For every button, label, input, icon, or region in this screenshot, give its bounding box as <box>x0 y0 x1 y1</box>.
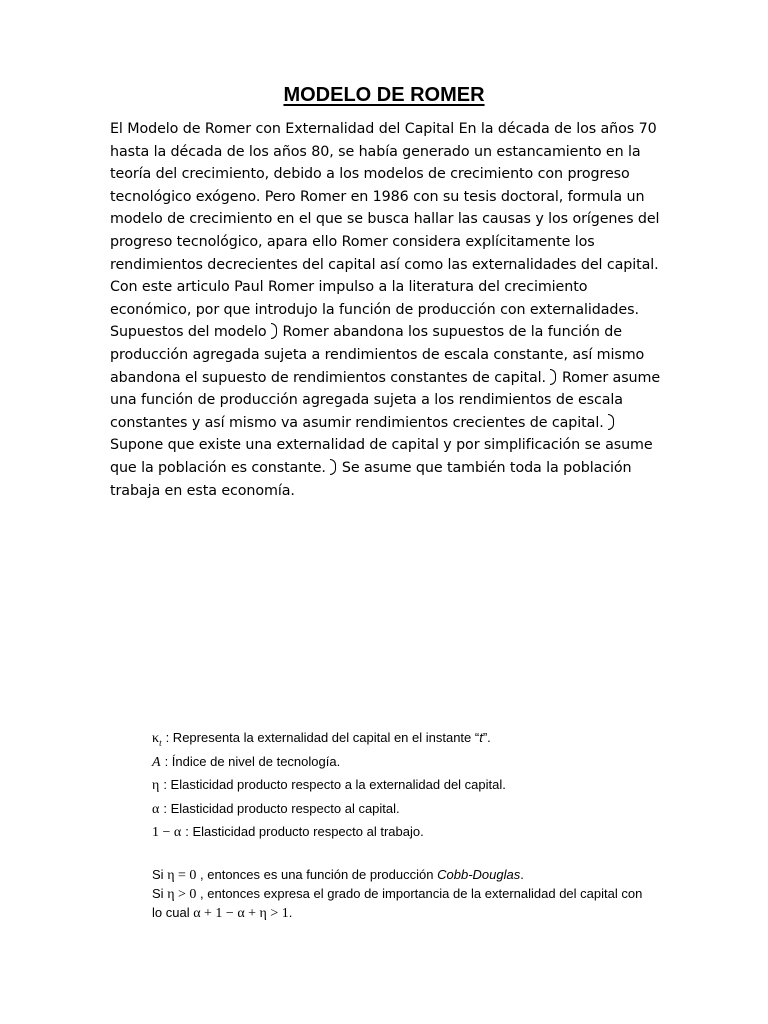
bullet-bracket-icon <box>550 369 556 385</box>
body-paragraph <box>110 118 670 502</box>
symbol-kappa: $\kappa_t$ <box>152 731 162 748</box>
definitions-list <box>152 729 672 847</box>
symbol-one-minus-alpha: 1 − α <box>152 825 182 841</box>
definition-text: : Elasticidad producto respecto a la externalidad del capital. <box>163 777 506 793</box>
math-inequality: α + 1 − α + η > 1 <box>193 906 289 921</box>
symbol-alpha: α <box>152 801 160 817</box>
definition-row: $\kappa_t$ : Representa la externalidad del capital en el instante “t”. <box>152 729 672 753</box>
bullet-bracket-icon <box>330 459 336 475</box>
math-eta-positive: η > 0 <box>167 887 197 902</box>
cobb-douglas-label: Cobb-Douglas <box>437 867 521 882</box>
symbol-eta: η <box>152 778 160 794</box>
definition-row <box>152 800 672 824</box>
document-title: MODELO DE ROMER <box>283 84 485 106</box>
definition-row <box>152 823 672 847</box>
symbol-a: A <box>152 754 161 770</box>
bullet-bracket-icon <box>271 323 277 339</box>
definition-row <box>152 753 672 777</box>
definition-text: : Índice de nivel de tecnología. <box>164 753 341 769</box>
paragraph-segment-4: Supone que existe una externalidad de capital y por simplificación se asume que la población es constante. <box>110 437 653 476</box>
paragraph-segment-5: Se asume que también toda la población trabaja en esta economía. <box>110 459 632 499</box>
paragraph-segment-3: Romer asume una función de producción agregada sujeta a los rendimientos de escala constantes y así mismo va asumir rendimientos crecientes de capital. <box>110 369 661 431</box>
condition-line-2: Si η > 0 , entonces expresa el grado de importancia de la externalidad del capital con <box>152 886 643 902</box>
definition-row <box>152 776 672 800</box>
paragraph-segment-1: El Modelo de Romer con Externalidad del Capital En la década de los años 70 hasta la década de los años 80, se había generado un estancamiento en la teoría del crecimiento, debido a los modelos de crecimiento con progreso tecnológico exógeno. Pero Romer en 1986 con su tesis doctoral, formula un modelo de crecimiento en el que se busca hallar las causas y los orígenes del progreso tecnológico, apara ello Romer considera explícitamente los rendimientos decrecientes del capital así como las externalidades del capital. Con este articulo Paul Romer impulso a la literatura del crecimiento económico, por que introdujo la función de producción con externalidades. Supuestos del modelo <box>110 121 660 341</box>
condition-line-3: lo cual α + 1 − α + η > 1. <box>152 905 293 921</box>
condition-line-1: Si η = 0 , entonces es una función de producción Cobb-Douglas. <box>152 867 524 883</box>
bullet-bracket-icon <box>608 414 614 430</box>
definition-text: : Representa la externalidad del capital en el instante “ <box>165 730 480 745</box>
paragraph-segment-2: Romer abandona los supuestos de la función de producción agregada sujeta a rendimientos de escala constante, así mismo abandona el supuesto de rendimientos constantes de capital. <box>110 324 645 386</box>
definition-text: : Elasticidad producto respecto al trabajo. <box>185 824 424 840</box>
conditions-block <box>152 866 672 923</box>
math-eta-zero: η = 0 <box>167 868 197 883</box>
definition-variable: t <box>479 730 483 745</box>
definition-text: : Elasticidad producto respecto al capital. <box>163 800 400 816</box>
